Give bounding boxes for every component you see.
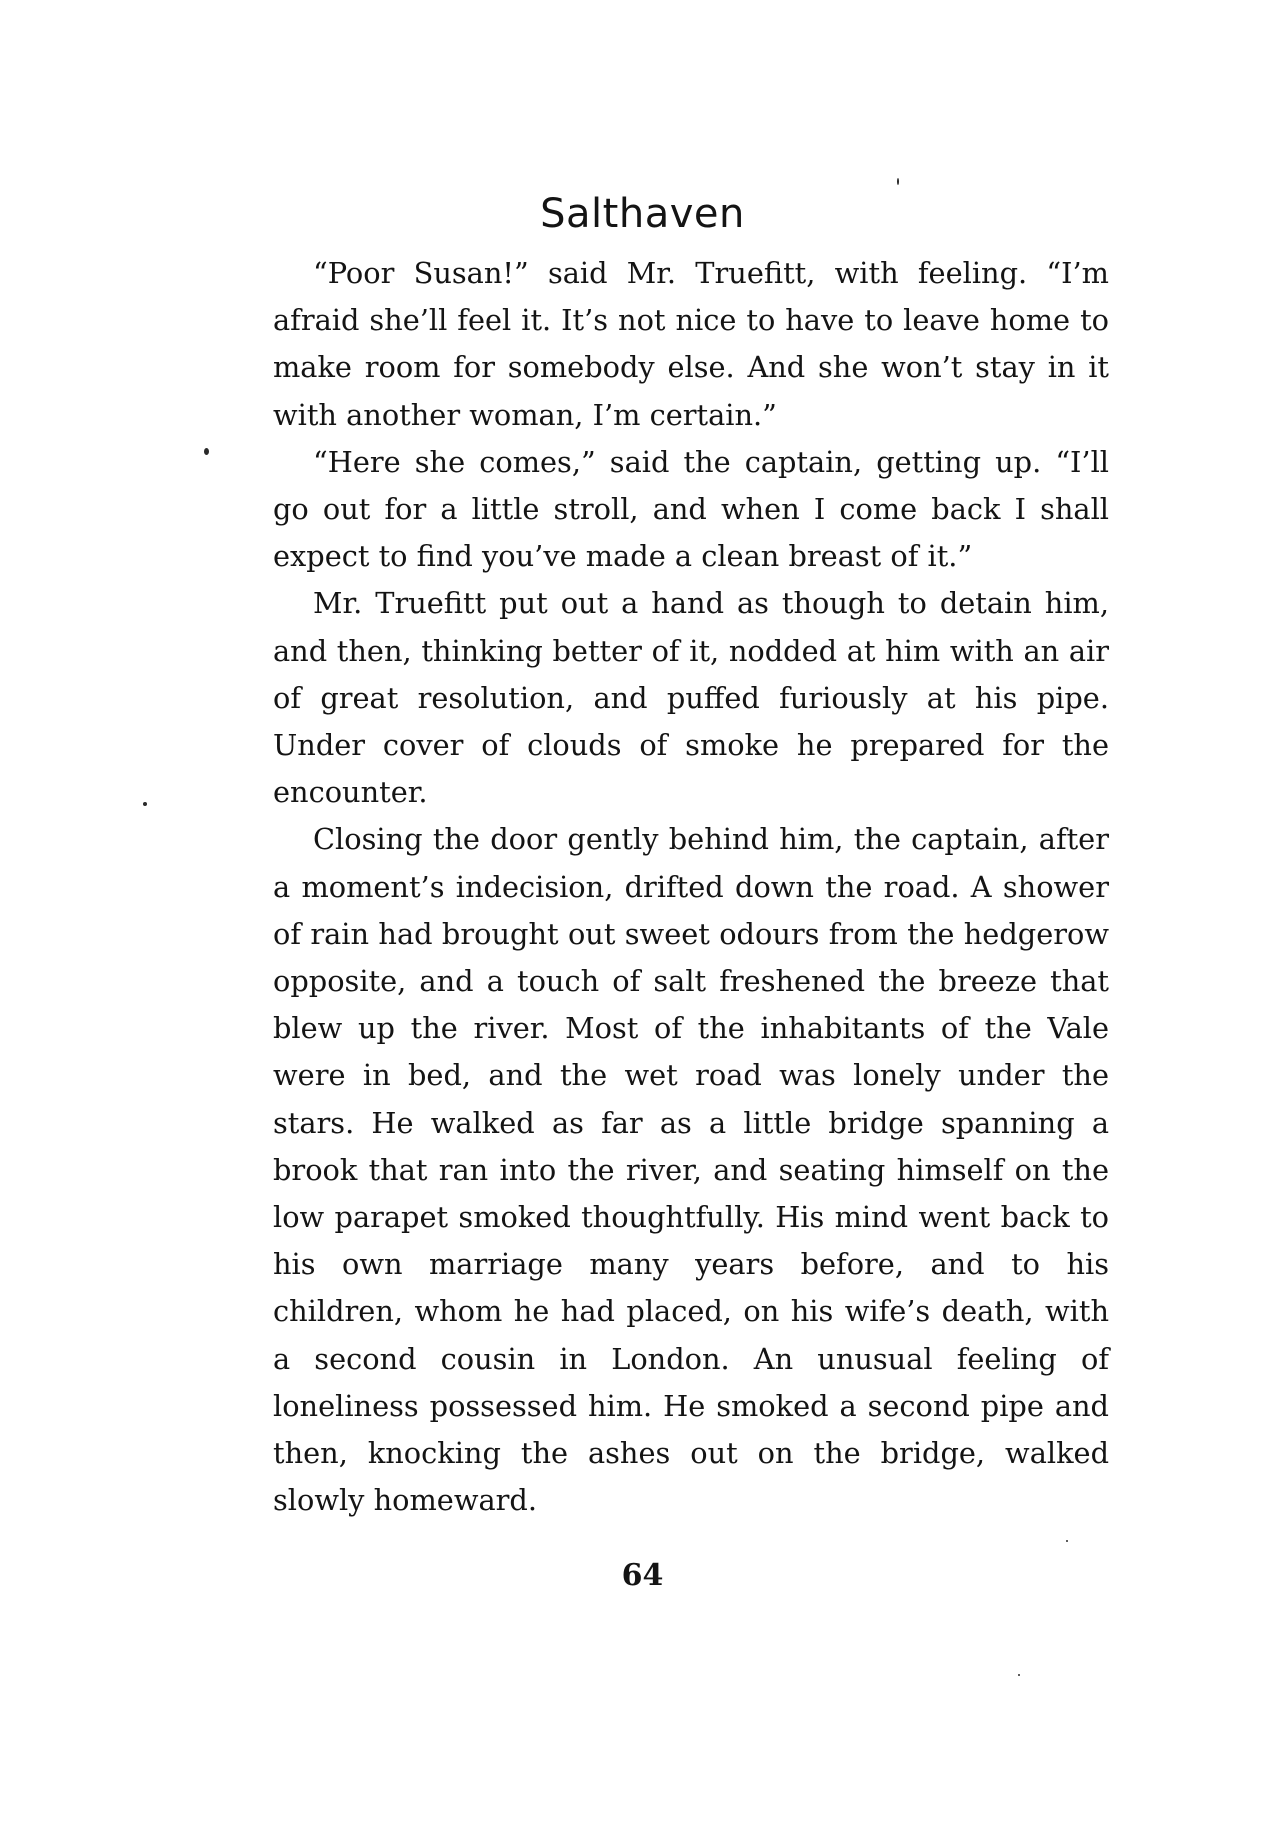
paragraph-1: “Poor Susan!” said Mr. Truefitt, with feeling. “I’m afraid she’ll feel it. It’s not nice to have to leave home to make room for somebody else. And she won’t stay in it with another woman, I’m certain.” <box>273 256 1109 432</box>
paragraph-4: Closing the door gently behind him, the captain, after a moment’s indecision, drifted down the road. A shower of rain had brought out sweet odours from the hedgerow opposite, and a touch of salt freshened the breeze that blew up the river. Most of the inhabitants of the Vale were in bed, and the wet road was lonely under the stars. He walked as far as a little bridge spanning a brook that ran into the river, and seating himself on the low parapet smoked thoughtfully. His mind went back to his own marriage many years before, and to his children, whom he had placed, on his wife’s death, with a second cousin in London. An unusual feeling of loneliness possessed him. He smoked a second pipe and then, knocking the ashes out on the bridge, walked slowly homeward. <box>273 822 1109 1518</box>
page-number: 64 <box>621 1558 664 1593</box>
scan-speck <box>1066 1540 1068 1542</box>
paragraph-2: “Here she comes,” said the captain, getting up. “I’ll go out for a little stroll, and when I come back I shall expect to find you’ve made a clean breast of it.” <box>273 444 1109 574</box>
running-head: Salthaven <box>540 191 745 237</box>
scan-speck <box>1018 1674 1020 1676</box>
scan-speck <box>897 178 899 185</box>
scan-speck <box>143 802 147 806</box>
paragraph-3: Mr. Truefitt put out a hand as though to detain him, and then, thinking better of it, nodded at him with an air of great resolution, and puffed furiously at his pipe. Under cover of clouds of smoke he prepared for the encounter. <box>273 586 1109 810</box>
body-text <box>273 250 1109 1524</box>
scan-speck <box>204 448 209 455</box>
